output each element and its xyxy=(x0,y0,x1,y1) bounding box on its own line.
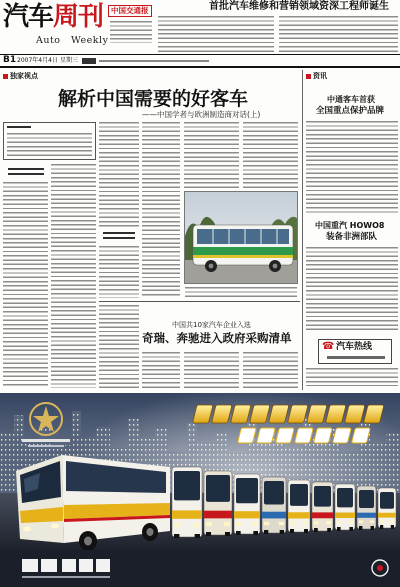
hotline-label: 汽车热线 xyxy=(336,342,373,352)
page-number: B1 xyxy=(3,55,17,65)
byline-box xyxy=(3,122,96,160)
masthead-title-black: 汽车 xyxy=(3,2,54,32)
ad-slogan-glyph xyxy=(276,428,295,443)
issue-date: 2007年4月4日 xyxy=(17,57,58,64)
photo-caption xyxy=(185,287,297,297)
column-divider xyxy=(302,70,303,390)
body-text xyxy=(142,122,180,298)
ad-bus xyxy=(357,486,376,530)
body-text xyxy=(243,352,298,388)
masthead-title-red: 周刊 xyxy=(53,2,104,32)
ad-bus xyxy=(234,474,260,535)
hotline-subline xyxy=(327,356,385,359)
story-divider xyxy=(99,301,300,302)
second-headline: 奇瑞、奔驰进入政府采购清单 xyxy=(142,331,292,345)
ad-slogan-glyph xyxy=(333,428,352,443)
section-tag-label: 独家视点 xyxy=(10,72,38,80)
body-text xyxy=(99,122,139,228)
ad-bus xyxy=(378,488,396,529)
section-tag-news xyxy=(306,71,327,81)
body-text xyxy=(306,247,398,333)
top-story-body xyxy=(158,16,274,53)
dateline-rule xyxy=(0,66,400,68)
phone-icon: ☎ xyxy=(322,341,335,352)
body-text xyxy=(142,352,180,388)
body-text xyxy=(306,368,398,386)
byline-text xyxy=(7,133,92,157)
hotline-box xyxy=(318,339,392,364)
bus-photo xyxy=(184,191,298,284)
ad-slogan-glyph xyxy=(352,428,371,443)
red-square-icon xyxy=(306,74,311,79)
body-text xyxy=(99,246,139,298)
top-story-body xyxy=(279,16,398,53)
body-text xyxy=(184,122,239,188)
masthead-stamp: 中国交通报 xyxy=(108,5,152,17)
red-square-icon xyxy=(3,74,8,79)
masthead-notes xyxy=(110,21,152,43)
top-story-headline: 首批汽车维修和营销领域资深工程师诞生 xyxy=(209,1,389,12)
dateline-info xyxy=(99,60,209,62)
body-text xyxy=(3,182,48,388)
news-item-headline: 全国重点保护品牌 xyxy=(316,106,385,116)
news-item-headline: 中通客车首获 xyxy=(327,95,375,104)
ad-slogan-glyph xyxy=(314,428,333,443)
ad-bus xyxy=(335,484,355,531)
lead-headline: 解析中国需要的好客车 xyxy=(58,88,249,110)
masthead-subtitle: Auto Weekly xyxy=(36,35,109,46)
column-subhead xyxy=(8,168,44,178)
body-text xyxy=(306,121,398,213)
masthead-rule xyxy=(0,54,400,55)
news-item-headline: 装备非洲部队 xyxy=(326,232,378,242)
lead-subtitle: ——中国学者与欧洲制造商对话(上) xyxy=(142,110,261,119)
ad-bus xyxy=(262,477,286,534)
body-text xyxy=(99,305,139,388)
ad-bus-main xyxy=(16,455,170,551)
body-text xyxy=(243,122,298,188)
ad-slogan-glyph xyxy=(295,428,314,443)
ad-slogan-glyph xyxy=(257,428,276,443)
bus-advertisement xyxy=(0,393,400,587)
column-subhead xyxy=(103,232,135,242)
second-kicker: 中国共10家汽车企业入选 xyxy=(172,321,251,329)
ad-bus xyxy=(312,482,333,532)
body-text xyxy=(51,164,96,388)
news-item-headline: 中国重汽 HOWO8 xyxy=(315,221,385,230)
section-tag-label: 资讯 xyxy=(313,72,327,80)
ad-bus xyxy=(288,480,310,533)
byline-title xyxy=(7,126,31,130)
section-tag-exclusive xyxy=(3,71,38,81)
issue-weekday: 星期三 xyxy=(60,57,79,64)
body-text xyxy=(184,352,239,388)
ad-bus xyxy=(204,471,232,536)
dateline-block xyxy=(82,58,96,64)
bus-illustration xyxy=(193,225,293,272)
ad-bus xyxy=(172,467,202,538)
masthead-title xyxy=(3,4,103,30)
ad-slogan-glyph xyxy=(238,428,257,443)
